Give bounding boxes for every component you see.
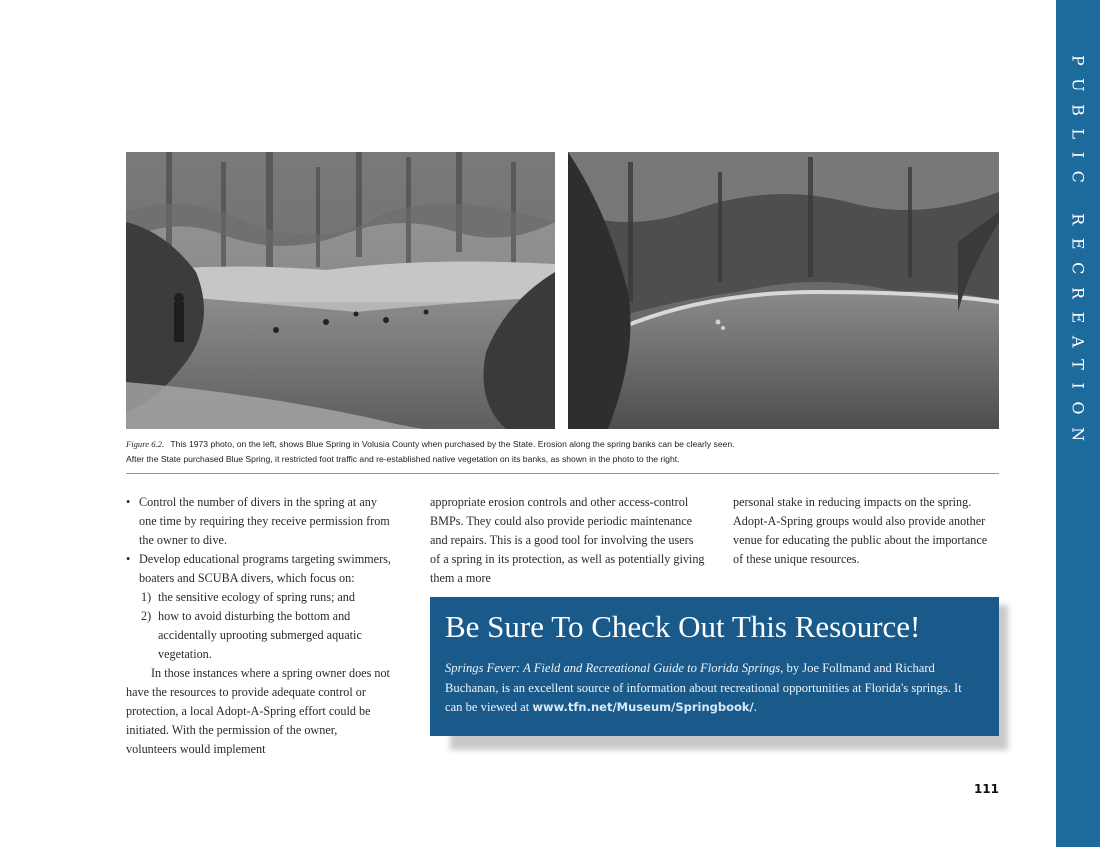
photo-left-image xyxy=(126,152,555,429)
section-title-vertical xyxy=(1056,0,1100,847)
callout-text xyxy=(445,659,970,718)
section-title: PUBLIC RECREATION xyxy=(1068,55,1088,454)
text-column-2 xyxy=(430,493,705,588)
caption-line-2: After the State purchased Blue Spring, it restricted foot traffic and re-established native vegetation on its banks, as shown in the photo to the right. xyxy=(126,454,680,464)
figure-label: Figure 6.2. xyxy=(126,439,165,449)
body-paragraph: appropriate erosion controls and other access-control BMPs. They could also provide periodic maintenance and repairs. This is a good tool for involving the users of a spring in its protection, as well as potentially giving them a more xyxy=(430,495,705,585)
page-number: 111 xyxy=(973,782,999,796)
callout-end: . xyxy=(753,700,757,714)
item-text: the sensitive ecology of spring runs; and xyxy=(158,590,355,604)
caption-line-1 xyxy=(126,437,999,452)
body-paragraph: personal stake in reducing impacts on the spring. Adopt-A-Spring groups would also provide another venue for educating the public about the importance of these unique resources. xyxy=(733,495,988,566)
item-number: 2) xyxy=(141,609,152,623)
caption-text-1: This 1973 photo, on the left, shows Blue Spring in Volusia County when purchased by the State. Erosion along the spring banks can be clearly seen. xyxy=(170,439,735,449)
bullet-item xyxy=(126,550,391,588)
bullet-text: Develop educational programs targeting swimmers, boaters and SCUBA divers, which focus on: xyxy=(139,552,391,585)
resource-callout xyxy=(430,597,999,736)
book-title: Springs Fever: A Field and Recreational Guide to Florida Springs xyxy=(445,661,781,675)
text-column-3 xyxy=(733,493,999,569)
resource-link[interactable]: www.tfn.net/Museum/Springbook/ xyxy=(532,700,754,714)
item-text: how to avoid disturbing the bottom and accidentally uprooting submerged aquatic vegetation. xyxy=(158,609,362,661)
bullet-item xyxy=(126,493,391,550)
photo-blue-spring-restored xyxy=(568,152,999,429)
photo-blue-spring-1973 xyxy=(126,152,555,429)
bullet-text: Control the number of divers in the spring at any one time by requiring they receive permission from the owner to dive. xyxy=(139,495,390,547)
numbered-item xyxy=(126,607,391,664)
callout-heading: Be Sure To Check Out This Resource! xyxy=(445,609,921,644)
numbered-item xyxy=(126,588,391,607)
callout-body: , by Joe Follmand and Richard Buchanan, is an excellent source of information about recreational opportunities at Florida's springs. It can be viewed at xyxy=(445,661,962,714)
item-number: 1) xyxy=(141,590,152,604)
body-paragraph: In those instances where a spring owner does not have the resources to provide adequate control or protection, a local Adopt-A-Spring effort could be initiated. With the permission of the owner, volunteers would implement xyxy=(126,666,390,756)
photo-right-image xyxy=(568,152,999,429)
text-column-1 xyxy=(126,493,391,759)
bullet-icon: • xyxy=(126,552,131,566)
figure-caption xyxy=(126,437,999,467)
bullet-icon: • xyxy=(126,495,131,509)
divider-rule xyxy=(126,473,999,474)
